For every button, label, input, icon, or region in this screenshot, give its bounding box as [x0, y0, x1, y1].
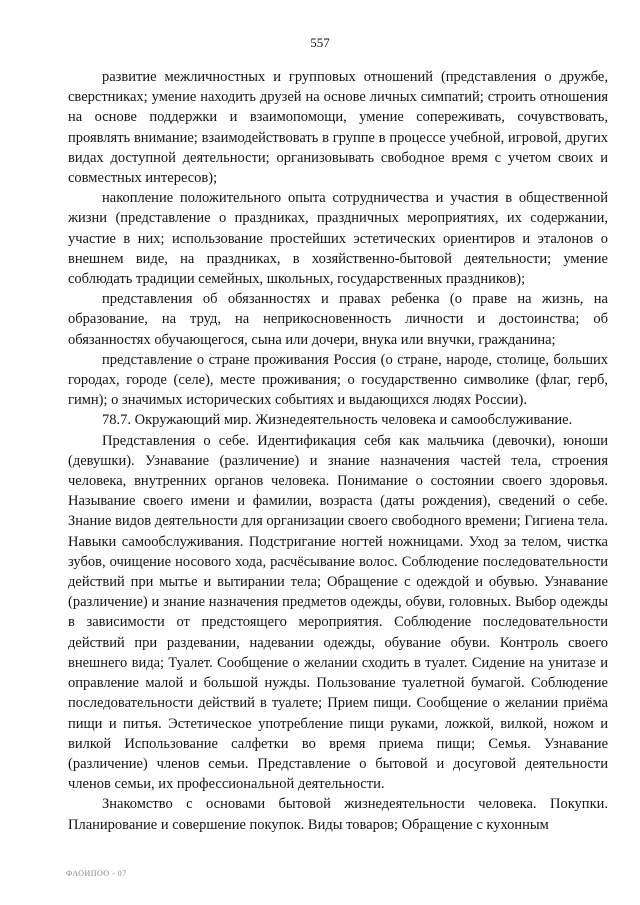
paragraph-self-representation: Представления о себе. Идентификация себя как мальчика (девочки), юноши (девушки). Узнавание (различение) и знание назначения частей тела, строения человека, внутренних органов человека. Понимание о состоянии своего здоровья. Называние своего имени и фамилии, возраста (даты рождения), сведений о себе. Знание видов деятельности для организации своего свободного времени; Гигиена тела. Навыки самообслуживания. Подстригание ногтей ножницами. Уход за телом, чистка зубов, очищение носового хода, расчёсывание волос. Соблюдение последовательности действий при мытье и вытирании тела; Обращение с одеждой и обувью. Узнавание (различение) и знание назначения предметов одежды, обуви, головных. Выбор одежды в зависимости от предстоящего мероприятия. Соблюдение последовательности действий при раздевании, надевании одежды, обувание обуви. Контроль своего внешнего вида; Туалет. Сообщение о желании сходить в туалет. Сидение на унитазе и оправление малой и большой нужды. Пользование туалетной бумагой. Соблюдение последовательности действий в туалете; Прием пищи. Сообщение о желании приёма пищи и питья. Эстетическое употребление пищи руками, ложкой, вилкой, ножом и вилкой Использование салфетки во время приема пищи; Семья. Узнавание (различение) членов семьи. Представление о бытовой и досуговой деятельности членов семьи, их профессиональной деятельности. [68, 432, 608, 793]
footer-mark: ФАОИПОО - 07 [66, 869, 127, 878]
paragraph-child-rights: представления об обязанностях и правах ребенка (о праве на жизнь, на образование, на труд, на неприкосновенность личности и достоинства; об обязанностях обучающегося, сына или дочери, внука или внучки, гражданина; [68, 291, 608, 348]
page-number: 557 [310, 35, 330, 50]
paragraph-interpersonal-relations: развитие межличностных и групповых отношений (представления о дружбе, сверстниках; умение находить друзей на основе личных симпатий; строить отношения на основе поддержки и взаимопомощи, умение сопереживать, сочувствовать, проявлять внимание; взаимодействовать в группе в процессе учебной, игровой, других видах доступной деятельности; организовывать свободное время с учетом своих и совместных интересов); [68, 69, 608, 187]
paragraph-social-experience: накопление положительного опыта сотрудничества и участия в общественной жизни (представление о праздниках, праздничных мероприятиях, их содержании, участие в них; использование простейших эстетических ориентиров и эталонов о внешнем виде, на праздниках, в хозяйственно-бытовой деятельности; умение соблюдать традиции семейных, школьных, государственных праздников); [68, 190, 608, 288]
section-heading-78-7: 78.7. Окружающий мир. Жизнедеятельность человека и самообслуживание. [102, 412, 573, 429]
paragraph-country-russia: представление о стране проживания Россия (о стране, народе, столице, больших городах, городе (селе), месте проживания; о государственно символике (флаг, герб, гимн); о значимых исторических событиях и выдающихся людях России). [68, 351, 608, 409]
paragraph-household-basics: Знакомство с основами бытовой жизнедеятельности человека. Покупки. Планирование и совершение покупок. Виды товаров; Обращение с кухонным [68, 796, 608, 833]
body-text [68, 67, 608, 835]
